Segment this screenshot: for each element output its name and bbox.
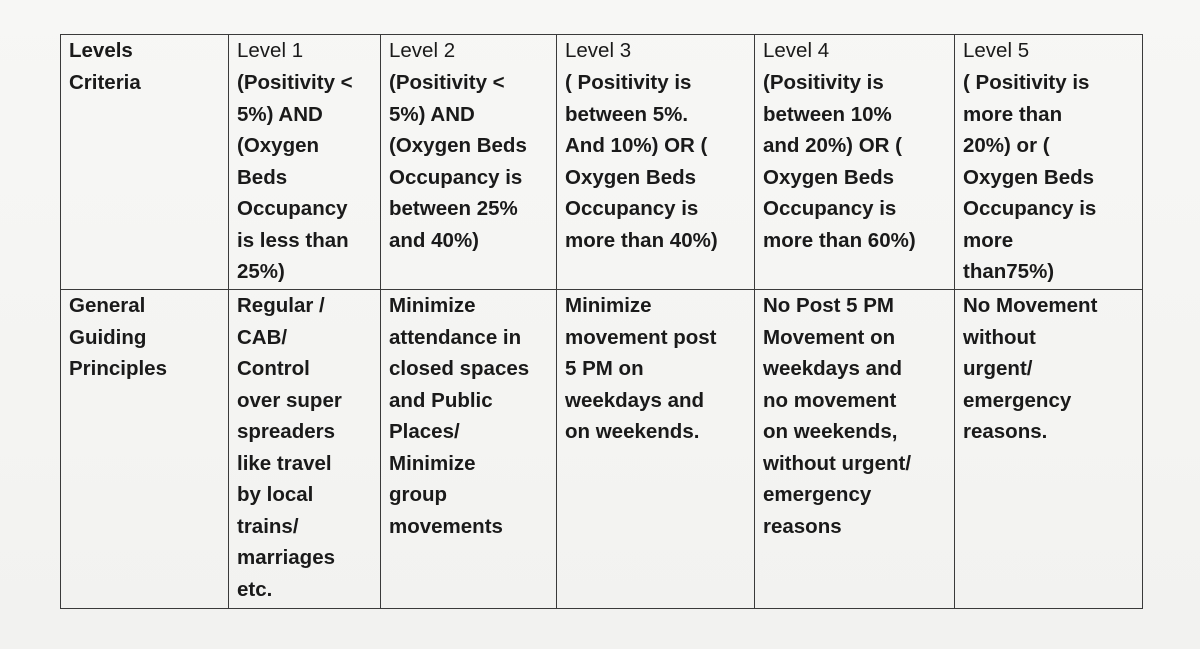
level-5-heading: Level 5: [955, 35, 1143, 68]
table-header-row: [61, 35, 1143, 68]
criteria-level-3: ( Positivity is between 5%. And 10%) OR ( Oxygen Beds Occupancy is more than 40%): [557, 67, 755, 290]
criteria-level-5: ( Positivity is more than 20%) or ( Oxygen Beds Occupancy is more than75%): [955, 67, 1143, 290]
level-2-heading: Level 2: [381, 35, 557, 68]
criteria-row: [61, 67, 1143, 290]
level-1-heading: Level 1: [229, 35, 381, 68]
principles-level-2: Minimize attendance in closed spaces and Public Places/ Minimize group movements: [381, 290, 557, 609]
criteria-level-4: (Positivity is between 10% and 20%) OR ( Oxygen Beds Occupancy is more than 60%): [755, 67, 955, 290]
level-3-heading: Level 3: [557, 35, 755, 68]
principles-row: [61, 290, 1143, 609]
levels-heading: Levels: [61, 35, 229, 68]
level-4-heading: Level 4: [755, 35, 955, 68]
criteria-level-1: (Positivity < 5%) AND (Oxygen Beds Occupancy is less than 25%): [229, 67, 381, 290]
principles-level-1: Regular / CAB/ Control over super spreaders like travel by local trains/ marriages etc.: [229, 290, 381, 609]
principles-label: General Guiding Principles: [61, 290, 229, 609]
principles-level-3: Minimize movement post 5 PM on weekdays and on weekends.: [557, 290, 755, 609]
principles-level-5: No Movement without urgent/ emergency reasons.: [955, 290, 1143, 609]
criteria-level-2: (Positivity < 5%) AND (Oxygen Beds Occupancy is between 25% and 40%): [381, 67, 557, 290]
principles-level-4: No Post 5 PM Movement on weekdays and no movement on weekends, without urgent/ emergency reasons: [755, 290, 955, 609]
criteria-label: Criteria: [61, 67, 229, 290]
levels-table: [60, 34, 1143, 609]
